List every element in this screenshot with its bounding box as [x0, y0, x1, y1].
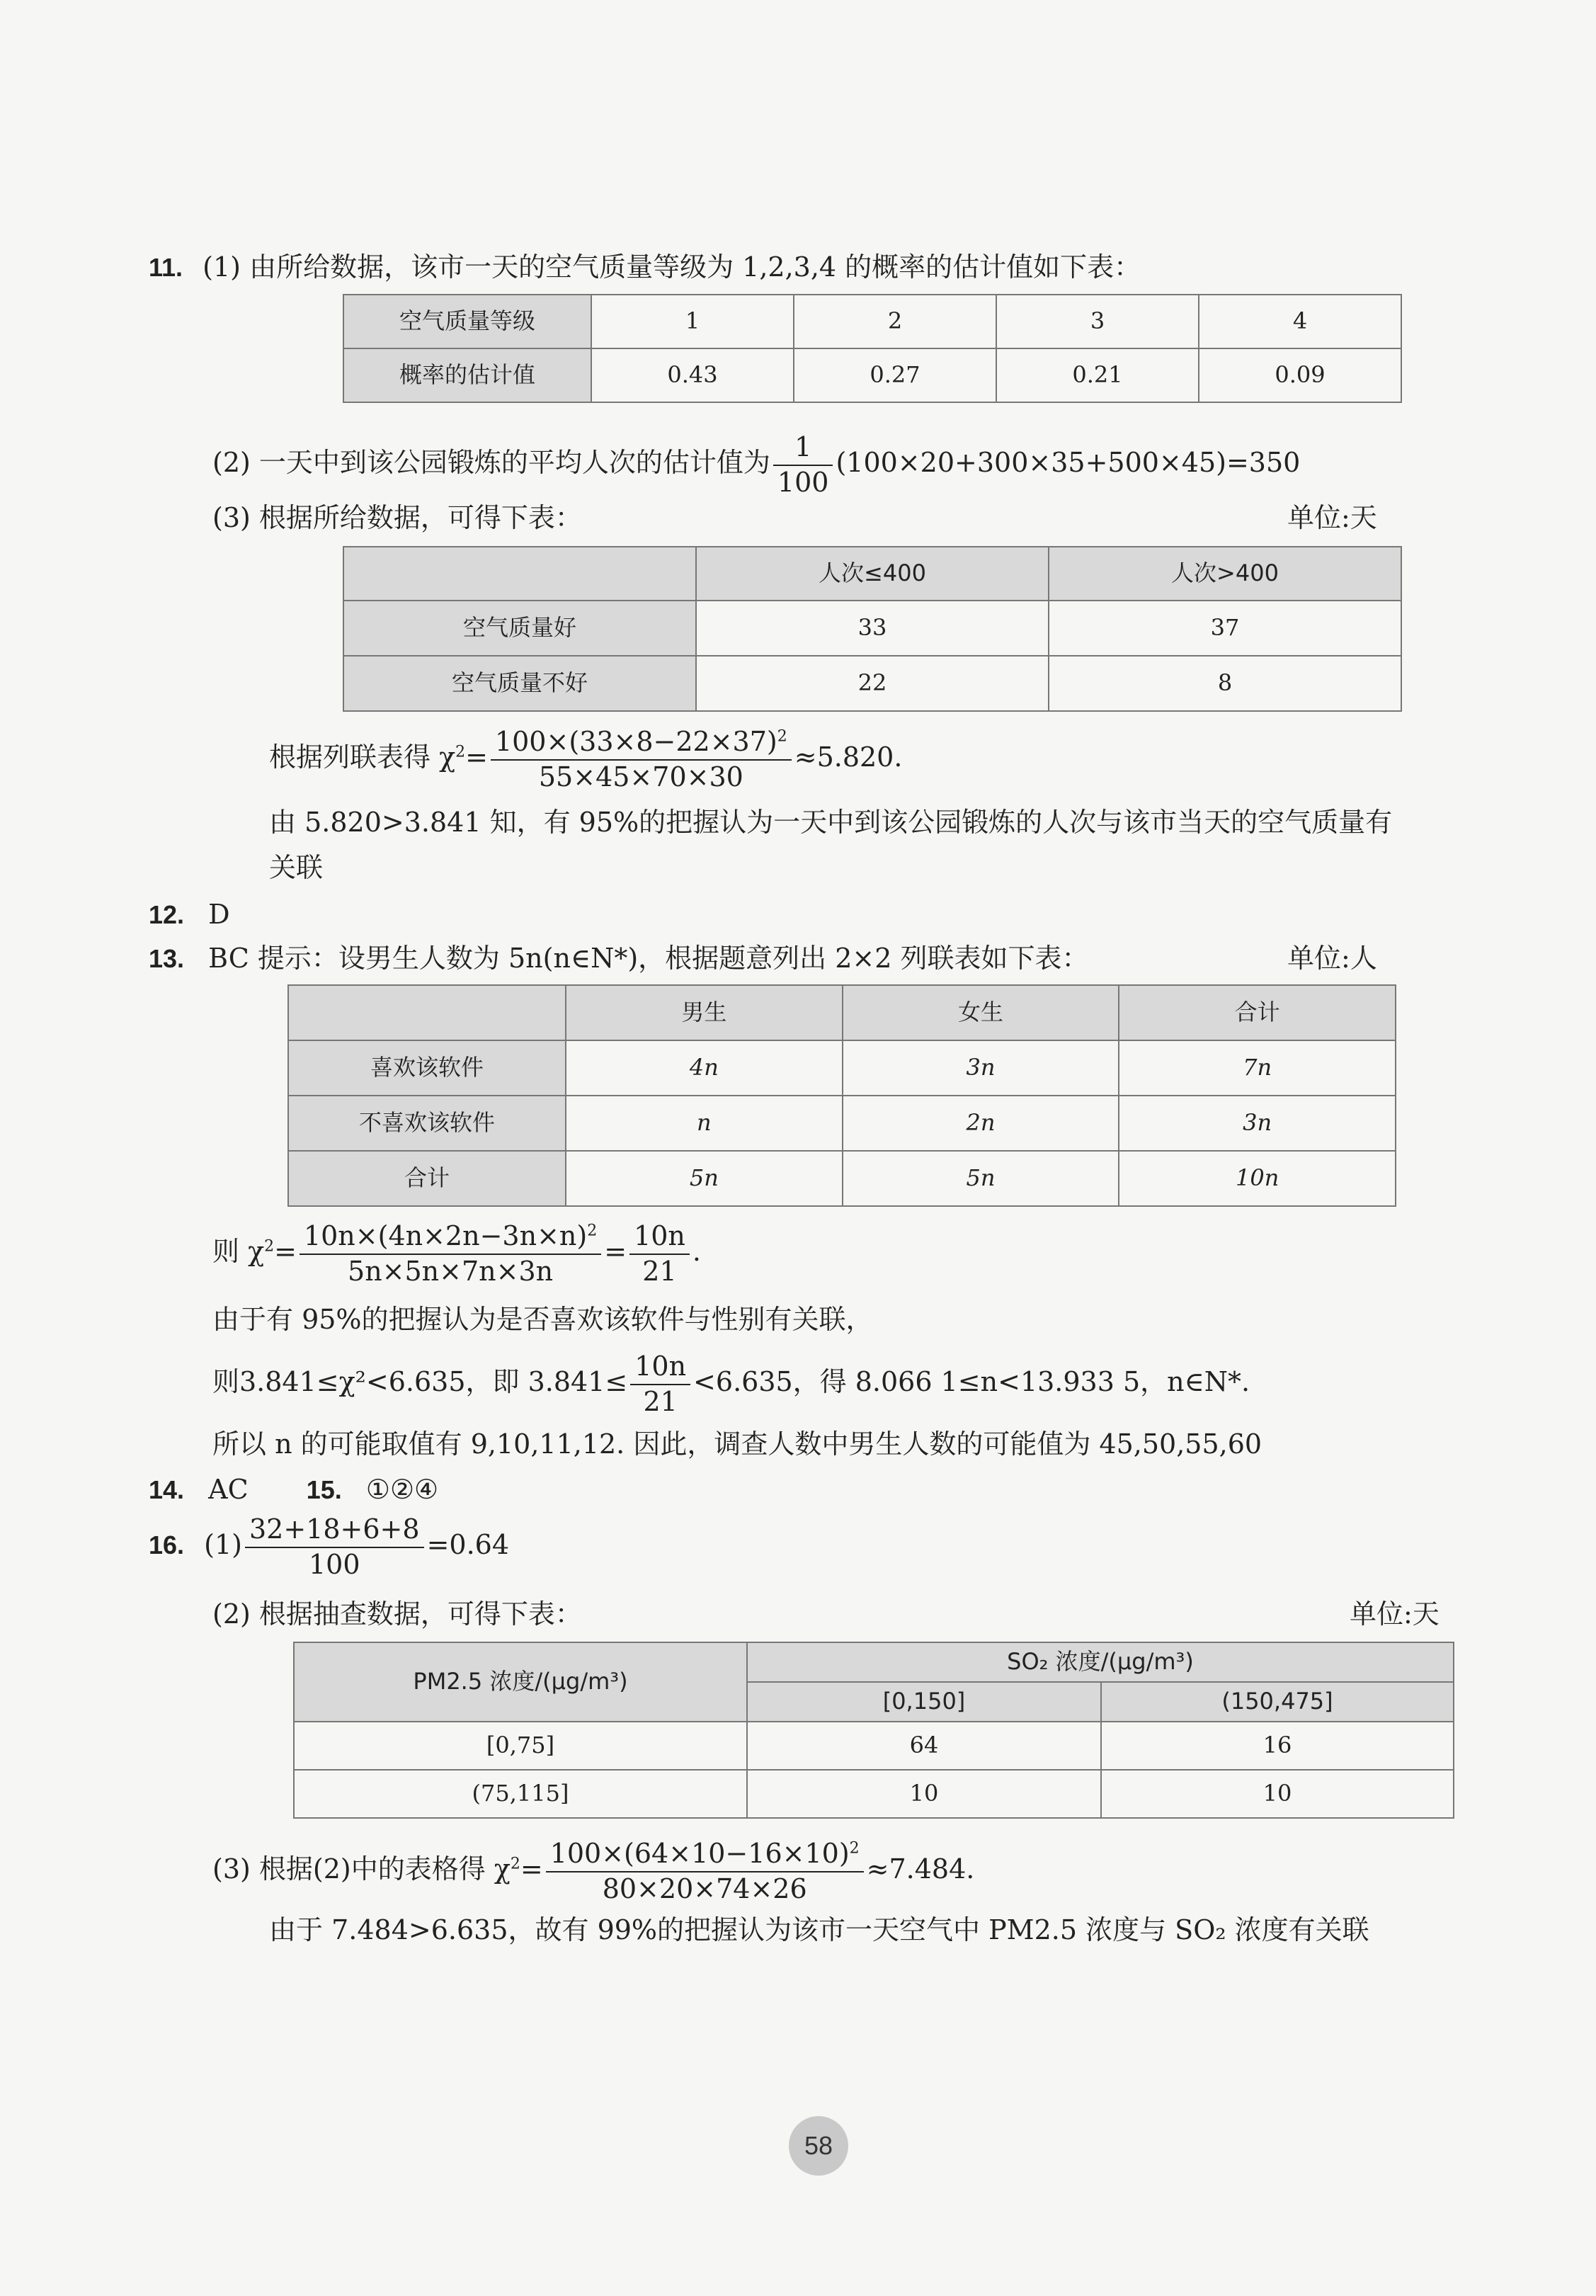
q13-table-cell: 4n — [566, 1040, 843, 1096]
q11-line1 — [149, 249, 1141, 285]
q13-chi-rhs-den: 21 — [642, 1255, 677, 1287]
q11-table2-cell: 33 — [696, 601, 1049, 656]
q11-number: 11. — [149, 253, 183, 282]
q16-table-cell: 16 — [1101, 1722, 1454, 1770]
q13-table — [287, 984, 1396, 1207]
q13-line3-den: 21 — [643, 1385, 678, 1417]
q11-chi-exp: 2 — [455, 743, 466, 761]
q13-line3-suffix: <6.635，得 8.066 1≤n<13.933 5，n∈N*. — [693, 1366, 1250, 1397]
q16-part3-denominator: 80×20×74×26 — [602, 1872, 807, 1904]
q16-part3: (3) 根据(2)中的表格得 $\chi^2=$ $\frac{100\times(64\times 10-16\times 10)^2}{80\times 20\times 74\times 26}$ ≈7.484. — [212, 1837, 974, 1906]
q16-table — [293, 1642, 1454, 1819]
q16-table-cell: 10 — [1101, 1770, 1454, 1818]
q11-table2-cell: 22 — [696, 656, 1049, 711]
q11-table2-cell: 8 — [1049, 656, 1401, 711]
q13-line2: 由于有 95%的把握认为是否喜欢该软件与性别有关联， — [212, 1304, 873, 1335]
q11-table1-level-cell: 1 — [591, 295, 794, 348]
q13-chi-fraction: $\frac{10n\times(4n\times 2n-3n\times n)^2}{5n\times 5n\times 7n\times 3n}$ — [300, 1220, 601, 1288]
q15-number: 15. — [306, 1475, 342, 1504]
q16-table-row-label: [0,75] — [294, 1722, 747, 1770]
q16-table-so2-range: [0,150] — [747, 1682, 1101, 1722]
q11-table1 — [343, 294, 1402, 403]
q16-part3-suffix: ≈7.484. — [866, 1853, 975, 1885]
q16-part3-numerator: 100×(64×10−16×10) — [549, 1838, 850, 1869]
q13-table-row-label: 不喜欢该软件 — [288, 1096, 566, 1151]
q11-table1-row1-label: 空气质量等级 — [343, 295, 591, 348]
q16-table-so2-range: (150,475] — [1101, 1682, 1454, 1722]
q11-part2-prefix: (2) 一天中到该公园锻炼的平均人次的估计值为 — [212, 447, 770, 478]
q16-part1-label: (1) — [204, 1529, 242, 1560]
q11-table1-level-cell: 4 — [1199, 295, 1401, 348]
q16-table-cell: 64 — [747, 1722, 1101, 1770]
q11-chi-eq: = — [465, 741, 488, 773]
q15-answer: ①②④ — [365, 1474, 439, 1505]
q13-table-cell: n — [566, 1096, 843, 1151]
q11-table1-level-cell: 3 — [996, 295, 1199, 348]
q13-line3-num: 10n — [630, 1350, 690, 1385]
q13-chi-denominator: 5n×5n×7n×3n — [348, 1255, 554, 1287]
q11-part2 — [212, 431, 1300, 499]
q13-table-cell: 7n — [1119, 1040, 1396, 1096]
q13-table-header: 男生 — [566, 985, 843, 1040]
q12-answer: D — [208, 899, 230, 930]
q16-table-so2-header: SO₂ 浓度/(μg/m³) — [747, 1642, 1454, 1682]
q14-q15-line — [149, 1472, 438, 1508]
q13-table-cell: 10n — [1119, 1151, 1396, 1206]
q13-table-header: 合计 — [1119, 985, 1396, 1040]
q11-chi-prefix: 根据列联表得 χ — [269, 741, 456, 773]
q13-table-row-label: 喜欢该软件 — [288, 1040, 566, 1096]
q11-part2-frac-num: 1 — [773, 431, 833, 466]
q11-table2-row-label: 空气质量不好 — [343, 656, 696, 711]
page-number: 58 — [789, 2116, 848, 2176]
q16-table-row-label: (75,115] — [294, 1770, 747, 1818]
q13-unit: 单位:人 — [1287, 943, 1377, 974]
q13-chi-square: 则 $\chi^2=$ $\frac{10n\times(4n\times 2n-3n\times n)^2}{5n\times 5n\times 7n\times 3n}$ = $\frac{10n}{21}$ . — [212, 1220, 701, 1288]
q13-text: BC 提示：设男生人数为 5n(n∈N*)，根据题意列出 2×2 列联表如下表： — [208, 943, 1089, 974]
q11-part3-text: (3) 根据所给数据，可得下表： — [212, 502, 582, 533]
q13-table-cell: 3n — [1119, 1096, 1396, 1151]
q12-line — [149, 897, 230, 933]
q11-table2-row-label: 空气质量好 — [343, 601, 696, 656]
q13-line — [149, 940, 1089, 977]
q13-table-cell: 5n — [566, 1151, 843, 1206]
q16-part3-fraction: $\frac{100\times(64\times 10-16\times 10)^2}{80\times 20\times 74\times 26}$ — [546, 1837, 864, 1906]
q16-part1-den: 100 — [309, 1548, 360, 1580]
q11-table2-header: 人次>400 — [1049, 547, 1401, 601]
q16-table-pm-header: PM2.5 浓度/(μg/m³) — [294, 1642, 747, 1722]
q14-answer: AC — [208, 1474, 249, 1505]
q11-part2-fraction — [773, 431, 833, 499]
q13-number: 13. — [149, 944, 185, 973]
q16-part1-result: =0.64 — [426, 1529, 510, 1560]
q11-table1-level-cell: 2 — [794, 295, 996, 348]
q11-part2-frac-den: 100 — [777, 466, 829, 498]
q11-chi-square — [269, 725, 902, 794]
q13-table-cell: 2n — [843, 1096, 1119, 1151]
q13-chi-rhs-fraction — [629, 1220, 690, 1288]
q13-line3 — [212, 1350, 1250, 1419]
q16-number: 16. — [149, 1530, 185, 1559]
q13-chi-rhs-num: 10n — [629, 1220, 690, 1255]
q11-table2-header: 人次≤400 — [696, 547, 1049, 601]
q13-line3-prefix: 则3.841≤χ²<6.635，即 3.841≤ — [212, 1366, 628, 1397]
q16-part2-text: (2) 根据抽查数据，可得下表： — [212, 1598, 582, 1630]
q11-conclusion-line1: 由 5.820>3.841 知，有 95%的把握认为一天中到该公园锻炼的人次与该市当天的空气质量有 — [269, 807, 1393, 838]
q16-part2-unit: 单位:天 — [1350, 1598, 1440, 1630]
q11-chi-suffix: ≈5.820. — [794, 741, 903, 773]
q11-table1-prob-cell: 0.27 — [794, 348, 996, 402]
q13-table-cell: 3n — [843, 1040, 1119, 1096]
q13-line4: 所以 n 的可能取值有 9,10,11,12. 因此，调查人数中男生人数的可能值为 45,50,55,60 — [212, 1428, 1262, 1460]
q11-table2 — [343, 546, 1402, 712]
q11-table1-prob-cell: 0.43 — [591, 348, 794, 402]
q11-table2-corner — [343, 547, 696, 601]
q16-part1 — [149, 1513, 509, 1581]
q11-chi-denominator: 55×45×70×30 — [538, 761, 743, 792]
q11-table1-row2-label: 概率的估计值 — [343, 348, 591, 402]
q11-part2-suffix: (100×20+300×35+500×45)=350 — [836, 447, 1301, 478]
q13-table-row-label: 合计 — [288, 1151, 566, 1206]
q11-table2-cell: 37 — [1049, 601, 1401, 656]
q13-table-header: 女生 — [843, 985, 1119, 1040]
q13-table-cell: 5n — [843, 1151, 1119, 1206]
q11-chi-numerator: 100×(33×8−22×37) — [494, 726, 777, 757]
q13-line3-fraction — [630, 1350, 690, 1419]
q11-part3-unit: 单位:天 — [1287, 502, 1377, 533]
q16-conclusion: 由于 7.484>6.635，故有 99%的把握认为该市一天空气中 PM2.5 浓度与 SO₂ 浓度有关联 — [269, 1914, 1369, 1945]
q14-number: 14. — [149, 1475, 185, 1504]
q13-chi-numerator: 10n×(4n×2n−3n×n) — [303, 1220, 588, 1251]
q11-table1-prob-cell: 0.09 — [1199, 348, 1401, 402]
q11-conclusion-line2: 关联 — [269, 852, 324, 883]
q11-part1-text: (1) 由所给数据，该市一天的空气质量等级为 1,2,3,4 的概率的估计值如下表： — [203, 251, 1141, 283]
q13-chi-prefix: 则 χ — [212, 1236, 265, 1267]
q16-part3-prefix: (3) 根据(2)中的表格得 χ — [212, 1853, 511, 1885]
q11-table1-prob-cell: 0.21 — [996, 348, 1199, 402]
q16-part1-fraction — [245, 1513, 424, 1581]
q16-table-cell: 10 — [747, 1770, 1101, 1818]
q11-chi-fraction: $\frac{100\times(33\times 8-22\times 37)^2}{55\times 45\times 70\times 30}$ — [491, 725, 792, 794]
q13-table-corner — [288, 985, 566, 1040]
q16-part1-num: 32+18+6+8 — [245, 1513, 424, 1548]
q12-number: 12. — [149, 900, 185, 929]
